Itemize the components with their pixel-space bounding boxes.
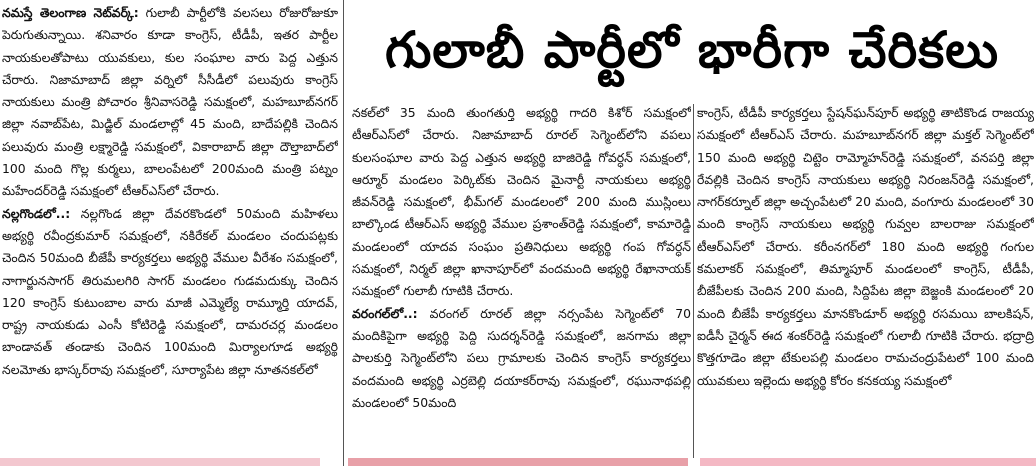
paragraph-warangal-text: వరంగల్ రూరల్ జిల్లా నర్సంపేట సెగ్మెంట్‌లో 70 మందికిపైగా అభ్యర్థి పెద్ది సుదర్శన్‌రెడ్డి సమక్షంలో, జనగామ జిల్లా పాలకుర్తి సెగ్మెంట్‌లోని పలు గ్రామాలకు చెందిన కాంగ్రెస్ కార్యకర్తలు వందమంది అభ్యర్థి ఎర్రబెల్లి దయాకర్‌రావు సమక్షంలో, రఘునాథపల్లి మండలంలో 50మంది	[352, 305, 691, 410]
photo-strip-right	[700, 458, 1036, 466]
paragraph-nalgonda-text: నల్లగొండ జిల్లా దేవరకొండలో 50మంది మహిళలు అభ్యర్థి రవీంద్రకుమార్ సమక్షంలో, నకిరేకల్ మండలం చందుపట్లకు చెందిన 50మంది బీజేపీ కార్యకర్తలు అభ్యర్థి వేముల వీరేశం సమక్షంలో, నాగార్జునసాగర్ తిరుమలగిరి సాగర్ మండలం గుడమదుక్కు చెందిన 120 కాంగ్రెస్ కుటుంబాల వారు మాజీ ఎమ్మెల్యే రామ్మూర్తి యాదవ్, రాష్ట్ర నాయకుడు ఎంసీ కోటిరెడ్డి సమక్షంలో, దామరచర్ల మండలం బాండావత్ తండాకు చెందిన 100మంది మిర్యాలగూడ అభ్యర్థి నలమోతు భాస్కర్‌రావు సమక్షంలో, సూర్యాపేట జిల్లా నూతనకల్‌లో	[2, 205, 338, 377]
article-column-3	[697, 102, 1034, 460]
column-divider-1	[343, 0, 344, 466]
photo-strip-left	[0, 458, 320, 466]
subhead-nalgonda: నల్లగొండలో..:	[2, 205, 71, 221]
paragraph-nalgonda	[2, 203, 338, 381]
article-column-2	[352, 102, 691, 460]
paragraph-intro-text: గులాబీ పార్టీలోకి వలసలు రోజురోజుకూ పెరుగుతున్నాయి. శనివారం కూడా కాంగ్రెస్, టీడీపీ, ఇతర పార్టీల నాయకులతోపాటు యువకులు, కుల సంఘాల వారు పెద్ద ఎత్తున చేరారు. నిజామాబాద్ జిల్లా వర్నిలో సీసీడీలో పలువురు కాంగ్రెస్ నాయకులు మంత్రి పోచారం శ్రీనివాసరెడ్డి సమక్షంలో, మహబూబ్‌నగర్ జిల్లా నవాబ్‌పేట, మిడ్జిల్ మండలాల్లో 45 మంది, బాదేపల్లికి చెందిన పలువురు మంత్రి లక్ష్మారెడ్డి సమక్షంలో, వికారాబాద్ జిల్లా దౌల్తాబాద్‌లో 100 మంది గొల్ల కుర్మలు, బాలంపేటలో 200మంది మంత్రి పట్నం మహేందర్‌రెడ్డి సమక్షంలో టీఆర్‌ఎస్‌లో చేరారు.	[2, 5, 338, 199]
photo-strip-center	[348, 458, 688, 466]
paragraph-intro	[2, 2, 338, 203]
paragraph-nizamabad-text: నకల్‌లో 35 మంది తుంగతుర్తి అభ్యర్థి గాదరి కిశోర్ సమక్షంలో టీఆర్‌ఎస్‌లో చేరారు. నిజామాబాద్ రూరల్ సెగ్మెంట్‌లోని వపలు కులసంఘాల వారు పెద్ద ఎత్తున అభ్యర్థి బాజిరెడ్డి గోవర్ధన్ సమక్షంలో, ఆర్మూర్ మండలం పెర్కిట్‌కు చెందిన మైనార్టీ నాయకులు అభ్యర్థి జీవన్‌రెడ్డి సమక్షంలో, భీమ్‌గల్ మండలంలో 200 మంది ముస్లింలు బాల్కొండ టీఆర్‌ఎస్ అభ్యర్థి వేముల ప్రశాంత్‌రెడ్డి సమక్షంలో, కామారెడ్డి మండలంలో యాదవ సంఘం ప్రతినిధులు అభ్యర్థి గంప గోవర్ధన్ సమక్షంలో, నిర్మల్ జిల్లా ఖానాపూర్‌లో వందమంది అభ్యర్థి రేఖానాయక్ సమక్షంలో గులాబీ గూటికి చేరారు.	[352, 105, 691, 299]
dateline: నమస్తే తెలంగాణ నెట్‌వర్క్:	[2, 5, 139, 20]
paragraph-warangal	[352, 303, 691, 414]
subhead-warangal: వరంగల్‌లో..:	[352, 305, 418, 321]
column-divider-2	[693, 104, 694, 458]
article-column-1	[2, 0, 338, 460]
paragraph-nizamabad	[352, 102, 691, 303]
paragraph-mahabubnagar-text: కాంగ్రెస్, టీడీపీ కార్యకర్తలు స్టేషన్‌ఘన్‌పూర్ అభ్యర్థి తాటికొండ రాజయ్య సమక్షంలో టీఆర్‌ఎస్ చేరారు. మహబూబ్‌నగర్ జిల్లా మక్తల్ సెగ్మెంట్‌లో 150 మంది అభ్యర్థి చిట్టెం రామ్మోహన్‌రెడ్డి సమక్షంలో, వనపర్తి జిల్లా రేవల్లికి చెందిన కాంగ్రెస్ నాయకులు అభ్యర్థి నిరంజన్‌రెడ్డి సమక్షంలో, నాగర్‌కర్నూల్ జిల్లా అచ్చంపేటలో 20 మంది, వంగూరు మండలంలో 30 మంది కాంగ్రెస్ నాయకులు అభ్యర్థి గువ్వల బాలరాజు సమక్షంలో టీఆర్‌ఎస్‌లో చేరారు. కరీంనగర్‌లో 180 మంది అభ్యర్థి గంగుల కమలాకర్ సమక్షంలో, తిమ్మాపూర్ మండలంలో కాంగ్రెస్, టీడీపీ, బీజేపీలకు చెందిన 200 మంది, సిద్దిపేట జిల్లా బెజ్జంకి మండలంలో 20 మంది బీజేపీ కార్యకర్తలు మానకొండూర్ అభ్యర్థి రసమయి బాలకిషన్, ఐడీసీ చైర్మన్ ఈద శంకర్‌రెడ్డి సమక్షంలో గులాబీ గూటికి చేరారు. భద్రాద్రి కొత్తగూడెం జిల్లా టేకులపల్లి మండలం రామచంద్రుపేటలో 100 మంది యువకులు ఇల్లెందు అభ్యర్థి కోరం కనకయ్య సమక్షంలో	[697, 105, 1034, 388]
headline: గులాబీ పార్టీలో భారీగా చేరికలు	[384, 21, 1000, 79]
paragraph-mahabubnagar	[697, 102, 1034, 392]
